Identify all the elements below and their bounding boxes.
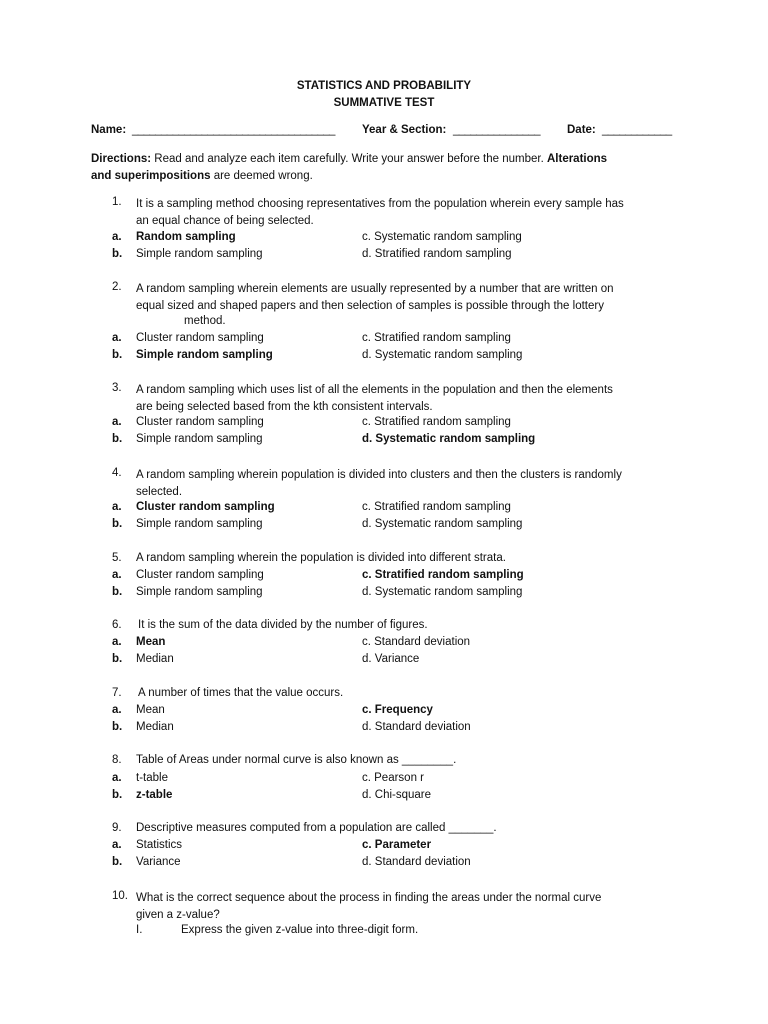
q8-option-d: d. Chi-square — [362, 789, 432, 801]
q8-stem: Table of Areas under normal curve is also known as ________. — [136, 754, 457, 766]
q4-option-b: Simple random sampling — [136, 518, 263, 530]
q2-stem-line: A random sampling wherein elements are usually represented by a number that are written on — [136, 283, 614, 295]
q7-stem: A number of times that the value occurs. — [138, 687, 344, 699]
name-blank[interactable]: ___________________________________ — [132, 124, 335, 136]
q1-option-a: Random sampling — [136, 231, 236, 243]
q9-option-d: d. Standard deviation — [362, 856, 471, 868]
q10-sub-text: Express the given z-value into three-digit form. — [181, 924, 419, 936]
year-section-label: Year & Section: — [362, 124, 447, 136]
date-blank[interactable]: ____________ — [602, 124, 672, 136]
date-label: Date: — [567, 124, 596, 136]
q4-option-d: d. Systematic random sampling — [362, 518, 523, 530]
q4-number: 4. — [112, 467, 122, 479]
q3-stem-line: are being selected based from the kth consistent intervals. — [136, 401, 433, 413]
directions-text-b: are deemed wrong. — [210, 170, 313, 182]
q4-b-letter: b. — [112, 518, 123, 530]
name-label: Name: — [91, 124, 127, 136]
q7-a-letter: a. — [112, 704, 122, 716]
q4-stem-line: A random sampling wherein population is divided into clusters and then the clusters is randomly — [136, 469, 622, 481]
year-section-blank[interactable]: _______________ — [453, 124, 540, 136]
q5-b-letter: b. — [112, 586, 123, 598]
q1-stem-line: It is a sampling method choosing representatives from the population wherein every sample has — [136, 198, 624, 210]
q3-stem — [136, 382, 677, 416]
q4-a-letter: a. — [112, 501, 122, 513]
q6-option-d: d. Variance — [362, 653, 420, 665]
q6-option-c: c. Standard deviation — [362, 636, 471, 648]
directions-label: Directions: — [91, 153, 152, 165]
q10-stem-line: given a z-value? — [136, 909, 220, 921]
q7-option-d: d. Standard deviation — [362, 721, 471, 733]
q3-option-b: Simple random sampling — [136, 433, 263, 445]
q2-number: 2. — [112, 281, 122, 293]
q2-stem-line: equal sized and shaped papers and then selection of samples is possible through the lottery — [136, 300, 604, 312]
q10-stem — [136, 890, 677, 924]
q2-option-c: c. Stratified random sampling — [362, 332, 511, 344]
q4-stem-line: selected. — [136, 486, 183, 498]
q3-b-letter: b. — [112, 433, 123, 445]
q8-number: 8. — [112, 754, 122, 766]
q6-option-a: Mean — [136, 636, 166, 648]
q4-option-c: c. Stratified random sampling — [362, 501, 511, 513]
q5-option-d: d. Systematic random sampling — [362, 586, 523, 598]
directions-bold-b: and superimpositions — [91, 170, 211, 182]
q1-option-c: c. Systematic random sampling — [362, 231, 522, 243]
directions-bold-a: Alterations — [546, 153, 608, 165]
q2-stem-line-3: method. — [184, 315, 226, 327]
q3-a-letter: a. — [112, 416, 122, 428]
q10-sub-number: I. — [136, 924, 143, 936]
q9-option-c: c. Parameter — [362, 839, 432, 851]
q9-number: 9. — [112, 822, 122, 834]
q8-a-letter: a. — [112, 772, 122, 784]
q9-a-letter: a. — [112, 839, 122, 851]
q2-option-a: Cluster random sampling — [136, 332, 264, 344]
q1-stem — [136, 196, 677, 230]
q2-b-letter: b. — [112, 349, 123, 361]
q7-option-b: Median — [136, 721, 174, 733]
q6-option-b: Median — [136, 653, 174, 665]
q7-option-c: c. Frequency — [362, 704, 433, 716]
q8-b-letter: b. — [112, 789, 123, 801]
directions-text-a: Read and analyze each item carefully. Write your answer before the number. — [151, 153, 547, 165]
q2-option-b: Simple random sampling — [136, 349, 273, 361]
q1-option-d: d. Stratified random sampling — [362, 248, 512, 260]
q4-option-a: Cluster random sampling — [136, 501, 275, 513]
q3-stem-line: A random sampling which uses list of all the elements in the population and then the elements — [136, 384, 613, 396]
directions — [91, 151, 678, 185]
q2-stem — [136, 281, 677, 315]
q7-b-letter: b. — [112, 721, 123, 733]
title-test: SUMMATIVE TEST — [333, 97, 435, 109]
q6-stem: It is the sum of the data divided by the number of figures. — [138, 619, 428, 631]
q6-b-letter: b. — [112, 653, 123, 665]
q6-number: 6. — [112, 619, 122, 631]
q1-number: 1. — [112, 196, 122, 208]
q10-number: 10. — [112, 890, 128, 902]
q1-stem-line: an equal chance of being selected. — [136, 215, 314, 227]
q8-option-b: z-table — [136, 789, 173, 801]
title-subject: STATISTICS AND PROBABILITY — [296, 80, 472, 92]
q9-b-letter: b. — [112, 856, 123, 868]
q8-option-c: c. Pearson r — [362, 772, 424, 784]
q7-option-a: Mean — [136, 704, 165, 716]
q1-a-letter: a. — [112, 231, 122, 243]
q5-stem: A random sampling wherein the population is divided into different strata. — [136, 552, 506, 564]
q3-number: 3. — [112, 382, 122, 394]
q9-option-a: Statistics — [136, 839, 183, 851]
q9-stem: Descriptive measures computed from a population are called _______. — [136, 822, 497, 834]
q5-a-letter: a. — [112, 569, 122, 581]
q5-number: 5. — [112, 552, 122, 564]
q3-option-a: Cluster random sampling — [136, 416, 264, 428]
q2-a-letter: a. — [112, 332, 122, 344]
q1-b-letter: b. — [112, 248, 123, 260]
q10-stem-line: What is the correct sequence about the process in finding the areas under the normal curve — [136, 892, 602, 904]
q5-option-c: c. Stratified random sampling — [362, 569, 524, 581]
q5-option-a: Cluster random sampling — [136, 569, 264, 581]
q4-stem — [136, 467, 677, 501]
q9-option-b: Variance — [136, 856, 181, 868]
q1-option-b: Simple random sampling — [136, 248, 263, 260]
q5-option-b: Simple random sampling — [136, 586, 263, 598]
q6-a-letter: a. — [112, 636, 122, 648]
q2-option-d: d. Systematic random sampling — [362, 349, 523, 361]
q7-number: 7. — [112, 687, 122, 699]
q8-option-a: t-table — [136, 772, 168, 784]
q3-option-d: d. Systematic random sampling — [362, 433, 536, 445]
q3-option-c: c. Stratified random sampling — [362, 416, 511, 428]
